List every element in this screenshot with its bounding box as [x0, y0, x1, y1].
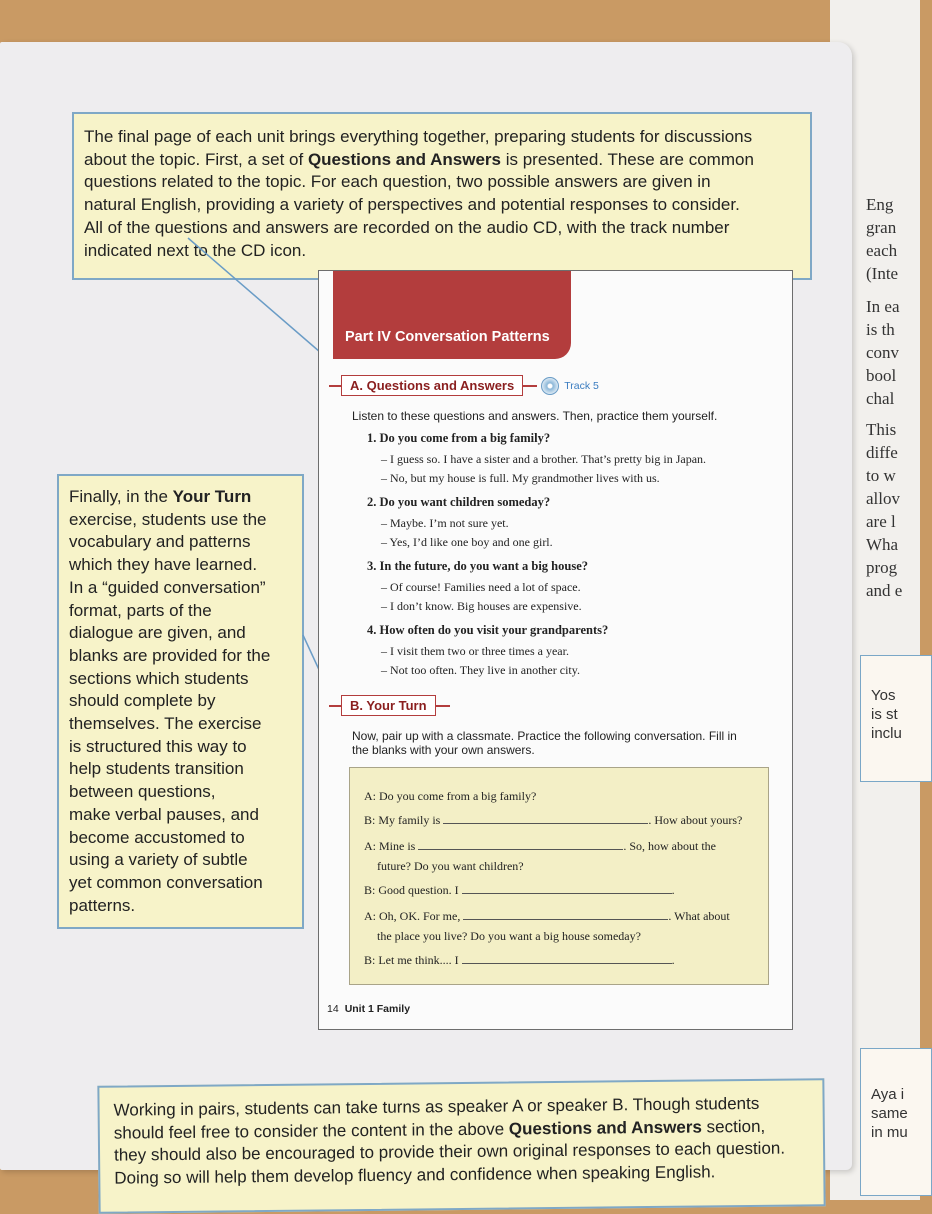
section-a-header [329, 375, 599, 396]
callout-line: Working in pairs, students can take turns as speaker A or speaker B. Though students [113, 1093, 760, 1120]
page-number: 14 [327, 1003, 339, 1015]
cd-icon [541, 377, 559, 395]
answer-blank[interactable] [443, 812, 648, 824]
callout-line: vocabulary and patterns [69, 532, 251, 552]
answer: – I visit them two or three times a year. [381, 644, 569, 658]
question: 2. Do you want children someday? [367, 495, 551, 509]
section-a-title: A. Questions and Answers [341, 375, 523, 396]
adjacent-text-fragment: gran [866, 218, 897, 237]
callout-line: blanks are provided for the [69, 645, 271, 665]
answer-blank[interactable] [463, 908, 668, 920]
adjacent-text-fragment: bool [866, 366, 897, 385]
adjacent-text-fragment: Wha [866, 535, 899, 554]
callout-line: The final page of each unit brings everything together, preparing students for discussions [84, 127, 753, 146]
answer: – No, but my house is full. My grandmother lives with us. [381, 471, 660, 485]
answer: – I don’t know. Big houses are expensive. [381, 599, 582, 613]
callout-line: yet common conversation [69, 872, 263, 892]
dialogue-line-6: B: Let me think.... I . [364, 953, 675, 967]
textbook-page-sample [318, 270, 793, 1030]
callout-line: questions related to the topic. For each question, two possible answers are given in [84, 172, 711, 192]
callout-line: Finally, in the Your Turn [69, 487, 252, 506]
track-number: Track 5 [564, 379, 599, 392]
callout-line: using a variety of subtle [69, 850, 248, 870]
adjacent-text-fragment: chal [866, 389, 895, 408]
part-banner [333, 271, 571, 359]
adjacent-box-text: Yos [871, 687, 896, 704]
callout-line: natural English, providing a variety of perspectives and potential responses to consider. [84, 195, 740, 215]
callout-line: help students transition [69, 759, 244, 779]
callout-line: they should also be encouraged to provide their own original responses to each question. [113, 1139, 786, 1166]
section-b-title: B. Your Turn [341, 695, 436, 716]
adjacent-text-fragment: to w [866, 466, 896, 485]
section-b-header [329, 695, 450, 716]
callout-line: exercise, students use the [69, 509, 267, 529]
adjacent-box-text: inclu [871, 725, 902, 742]
question-block-1 [367, 431, 782, 488]
part-banner-title: Part IV Conversation Patterns [345, 329, 550, 345]
answer: – Of course! Families need a lot of space. [381, 580, 581, 594]
dialogue-line-1: A: Do you come from a big family? [364, 789, 537, 803]
answer-blank[interactable] [418, 838, 623, 850]
adjacent-text-fragment: (Inte [866, 264, 899, 283]
section-b-instruction-line-2: the blanks with your own answers. [352, 743, 535, 757]
adjacent-box-text: same [871, 1105, 908, 1122]
callout-line: should complete by [69, 691, 216, 711]
question: 3. In the future, do you want a big house? [367, 559, 588, 573]
dialogue-line-3-cont: future? Do you want children? [377, 859, 524, 873]
callout-line: Doing so will help them develop fluency and confidence when speaking English. [114, 1162, 716, 1188]
callout-line: sections which students [69, 668, 249, 688]
adjacent-text-fragment: This [866, 420, 897, 439]
section-a-instruction: Listen to these questions and answers. Then, practice them yourself. [352, 409, 718, 423]
question: 4. How often do you visit your grandparents? [367, 623, 609, 637]
unit-title: Unit 1 Family [344, 1003, 411, 1015]
dialogue-line-5: A: Oh, OK. For me, . What about [364, 909, 730, 923]
dialogue-line-4: B: Good question. I . [364, 883, 675, 897]
adjacent-text-fragment: prog [866, 558, 898, 577]
callout-line: between questions, [69, 782, 216, 802]
answer: – Maybe. I’m not sure yet. [381, 516, 509, 530]
adjacent-box-text: in mu [871, 1124, 908, 1141]
adjacent-box-text: Aya i [871, 1086, 905, 1103]
answer: – I guess so. I have a sister and a brother. That’s pretty big in Japan. [381, 452, 707, 466]
adjacent-box-text: is st [871, 706, 898, 723]
section-b-instruction-line-1: Now, pair up with a classmate. Practice the following conversation. Fill in [352, 729, 737, 743]
page-footer [327, 1003, 410, 1015]
adjacent-text-fragment: are l [866, 512, 896, 531]
adjacent-text-fragment: Eng [866, 195, 894, 214]
answer: – Not too often. They live in another city. [381, 663, 580, 677]
adjacent-text-fragment: conv [866, 343, 900, 362]
adjacent-text-fragment: allov [866, 489, 900, 508]
dialogue-line-3: A: Mine is . So, how about the [364, 839, 717, 853]
question-block-3 [367, 559, 782, 616]
callout-line: In a “guided conversation” [69, 577, 266, 597]
callout-line: become accustomed to [69, 827, 245, 847]
callout-line: make verbal pauses, and [69, 804, 259, 824]
callout-line: All of the questions and answers are recorded on the audio CD, with the track number [84, 217, 730, 237]
adjacent-text-fragment: In ea [866, 297, 900, 316]
answer: – Yes, I’d like one boy and one girl. [381, 535, 553, 549]
callout-line: which they have learned. [69, 555, 258, 575]
question-block-4 [367, 623, 782, 680]
adjacent-text-fragment: each [866, 241, 898, 260]
answer-blank[interactable] [462, 882, 672, 894]
your-turn-dialogue-box [349, 767, 769, 985]
callout-line: patterns. [69, 895, 136, 915]
question-block-2 [367, 495, 782, 552]
callout-line: indicated next to the CD icon. [84, 240, 307, 260]
dialogue-line-5-cont: the place you live? Do you want a big house someday? [377, 929, 641, 943]
adjacent-text-fragment: is th [866, 320, 895, 339]
adjacent-text-fragment: and e [866, 581, 903, 600]
answer-blank[interactable] [462, 952, 672, 964]
callout-line: should feel free to consider the content in the above Questions and Answers section, [113, 1116, 766, 1143]
adjacent-text-fragment: diffe [866, 443, 898, 462]
question: 1. Do you come from a big family? [367, 431, 551, 445]
callout-line: about the topic. First, a set of Questions and Answers is presented. These are common [84, 149, 754, 169]
callout-line: format, parts of the [69, 600, 212, 620]
callout-line: dialogue are given, and [69, 623, 246, 643]
callout-line: themselves. The exercise [69, 714, 262, 734]
dialogue-line-2: B: My family is . How about yours? [364, 813, 743, 827]
callout-line: is structured this way to [69, 736, 247, 756]
